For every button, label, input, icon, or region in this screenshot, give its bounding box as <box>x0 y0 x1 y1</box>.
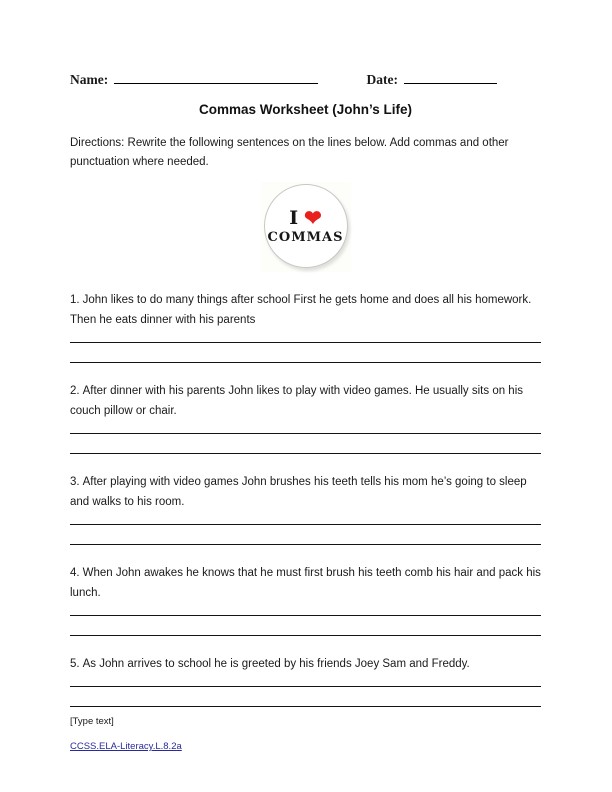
date-label: Date: <box>366 72 398 87</box>
answer-line <box>70 616 541 636</box>
name-date-row <box>70 70 541 89</box>
question-sentence: After playing with video games John brushes his teeth tells his mom he’s going to sleep and walks to his room. <box>70 476 527 508</box>
question-sentence: After dinner with his parents John likes to play with video games. He usually sits on his couch pillow or chair. <box>70 385 524 417</box>
question-item-5 <box>70 654 541 707</box>
question-item-2 <box>70 381 541 454</box>
heart-icon: ❤ <box>304 204 322 230</box>
answer-line <box>70 421 541 434</box>
name-blank-line <box>114 70 318 84</box>
question-number: 4. <box>70 567 80 579</box>
footer <box>70 716 541 754</box>
answer-line <box>70 512 541 525</box>
question-text <box>70 654 541 674</box>
question-text <box>70 472 541 512</box>
sticker-circle <box>264 184 348 268</box>
page-title: Commas Worksheet (John’s Life) <box>198 102 413 117</box>
commas-sticker-image <box>261 182 351 272</box>
question-item-1 <box>70 290 541 363</box>
question-sentence: John likes to do many things after school First he gets home and does all his homework. Then he eats dinner with his parents <box>70 294 532 326</box>
question-item-3 <box>70 472 541 545</box>
date-group <box>367 70 497 88</box>
answer-line <box>70 525 541 545</box>
question-number: 5. <box>70 658 80 670</box>
answer-line <box>70 330 541 343</box>
sticker-letter-i: I <box>289 206 299 229</box>
question-item-4 <box>70 563 541 636</box>
question-sentence: When John awakes he knows that he must first brush his teeth comb his hair and pack his lunch. <box>70 567 541 599</box>
ccss-standard-link[interactable]: CCSS.ELA-Literacy.L.8.2a <box>70 741 182 752</box>
sticker-line1 <box>289 204 322 230</box>
questions-section <box>70 290 541 707</box>
answer-line <box>70 434 541 454</box>
answer-line <box>70 343 541 363</box>
date-blank-line <box>404 70 497 84</box>
answer-line <box>70 603 541 616</box>
question-text <box>70 381 541 421</box>
question-number: 3. <box>70 476 80 488</box>
type-text-placeholder: [Type text] <box>70 716 114 727</box>
question-text <box>70 563 541 603</box>
question-sentence: As John arrives to school he is greeted by his friends Joey Sam and Freddy. <box>82 658 470 670</box>
question-text <box>70 290 541 330</box>
sticker-wrap <box>70 182 541 272</box>
name-label: Name: <box>70 72 109 87</box>
answer-line <box>70 687 541 707</box>
sticker-word-commas: COMMAS <box>267 229 344 245</box>
question-number: 1. <box>70 294 80 306</box>
question-number: 2. <box>70 385 80 397</box>
answer-line <box>70 674 541 687</box>
directions-text: Directions: Rewrite the following sentences on the lines below. Add commas and other punctuation where needed. <box>70 137 509 168</box>
